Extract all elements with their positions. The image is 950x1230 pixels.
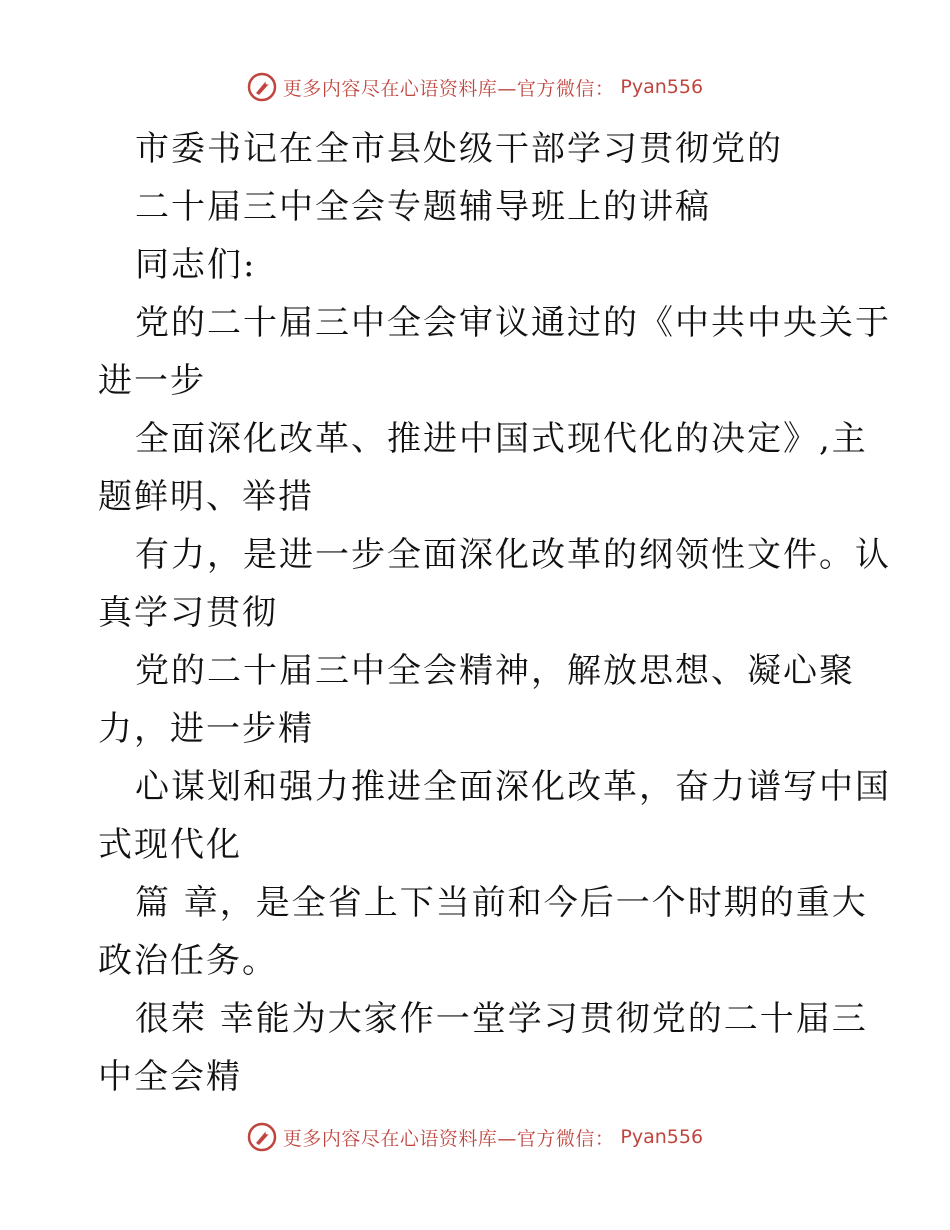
banner-text: 更多内容尽在心语资料库—官方微信： bbox=[282, 77, 615, 100]
pen-logo-icon bbox=[247, 72, 277, 102]
text-line: 力，进一步精 bbox=[98, 709, 314, 749]
text-line: 进一步 bbox=[98, 361, 206, 401]
text-line: 中全会精 bbox=[98, 1057, 242, 1097]
text-line: 政治任务。 bbox=[98, 941, 278, 981]
document-body bbox=[98, 120, 891, 1106]
text-line: 真学习贯彻 bbox=[98, 593, 278, 633]
text-line: 二十届三中全会专题辅导班上的讲稿 bbox=[135, 187, 711, 227]
text-line: 同志们: bbox=[135, 245, 257, 285]
text-line: 篇 章，是全省上下当前和今后一个时期的重大 bbox=[135, 883, 868, 923]
pen-logo-icon bbox=[247, 1122, 277, 1152]
text-line: 市委书记在全市县处级干部学习贯彻党的 bbox=[135, 129, 783, 169]
banner-text: 更多内容尽在心语资料库—官方微信： bbox=[282, 1127, 615, 1150]
banner-wechat-id: Pyan556 bbox=[620, 1126, 704, 1148]
text-line: 有力，是进一步全面深化改革的纲领性文件。认 bbox=[135, 535, 891, 575]
text-line: 全面深化改革、推进中国式现代化的决定》,主 bbox=[135, 419, 868, 459]
header-banner bbox=[0, 72, 950, 106]
text-line: 式现代化 bbox=[98, 825, 242, 865]
banner-wechat-id: Pyan556 bbox=[620, 76, 704, 98]
text-line: 题鲜明、举措 bbox=[98, 477, 314, 517]
text-line: 党的二十届三中全会精神，解放思想、凝心聚 bbox=[135, 651, 855, 691]
footer-banner bbox=[0, 1122, 950, 1156]
text-line: 很荣 幸能为大家作一堂学习贯彻党的二十届三 bbox=[135, 999, 868, 1039]
text-line: 党的二十届三中全会审议通过的《中共中央关于 bbox=[135, 303, 891, 343]
text-line: 心谋划和强力推进全面深化改革，奋力谱写中国 bbox=[135, 767, 891, 807]
